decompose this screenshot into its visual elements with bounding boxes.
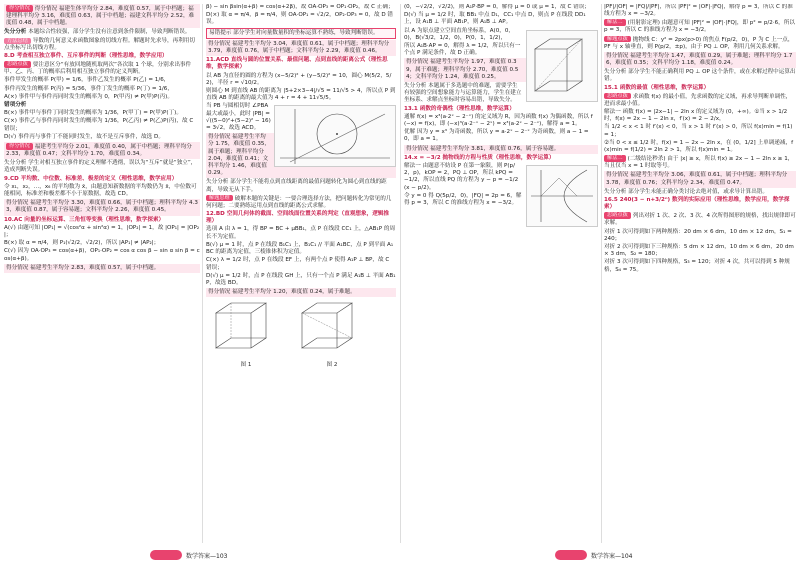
fail-analysis: 失分分析 本题综合性较强，部分学生没有注意到条件限制，导致判断错误。	[4, 29, 191, 36]
score-block-3: 得分情况 福建考生平均分 1.20，难度值 0.24，属于难题。	[206, 288, 396, 297]
method-summary: 方法总结 导数的几何意义求函数图象的切线方程。解题时先求导，再利用切点坐标写出切线方程。	[4, 37, 195, 51]
question-12-text: 选项 A 由 λ = 1，得 BP = BC + μBB₁，点 P 在线段 CC₁ 上，△AB₁P 的周长不为定值。	[206, 226, 396, 240]
question-12-d: D(√) μ = 1/2 时，点 P 在线段 GH 上，只有一个点 P 满足 A₁B ⊥ 平面 AB₁P，故选 BD。	[206, 272, 396, 286]
top-text: β) − sin βsin(α+β) = cos(α+2β)，故 OA·OP₃ = OP₁·OP₂，故 C 正确；	[206, 4, 394, 10]
question-9-text: 令 x₁，x₂，…，x₆ 的平均数为 x̄，由题意知新数据的平均数仍为 x̄，中位数可能相同，标准差和极差都不小于原数据，故选 CD。	[4, 183, 197, 198]
top-text: (0，−√2/2，√2/2)，则 A₁P·BP = 0，解得 μ = 0 或 μ = 1，故 C 错误；	[404, 4, 590, 10]
page-number: 数学答案—104	[591, 552, 633, 560]
column-3	[404, 4, 598, 543]
top-text-3: 以 A 为原点建立空间直角坐标系，A(0，0，0)，B(√3/2，1/2，0)，P(0，1，1/2)，	[404, 27, 515, 41]
question-16-solution-2: 对折 2 次可得到如下三种规格：5 dm × 12 dm，10 dm × 6 dm，20 dm × 3 dm，S₂ = 180；	[604, 244, 794, 258]
circle-line-figure	[274, 105, 396, 167]
score-block-2: 得分情况 福建考生平均分 3.06，难度值 0.61，属于中档题；理科平均分 3.78，难度值 0.76；文科平均分 2.34，难度值 0.47。	[604, 171, 796, 187]
column-divider	[400, 4, 401, 543]
option-b: B(×) 事件甲与事件丁同时发生的概率为 1/36，P(甲丁) = P(甲)P(丁)。	[4, 110, 182, 117]
question-13-heading: 13.1 函数的奇偶性（理性思维，数学运算）	[404, 105, 515, 112]
question-14-text: 解法一 由题意不妨设 P 在第一象限，则 P(p/2，p)，kOP = 2，PQ ⊥ OP，所以 kPQ = −1/2，所以直线 PQ 的方程为 y − p = −1/2(x − p/2)。	[404, 163, 519, 191]
score-block-4: 得分情况 福建考生平均分 2.83，难度值 0.57，属于中档题。	[4, 264, 200, 273]
question-12-c: C(×) λ = 1/2 时，点 P 在线段 EF 上，有两个点 P 使得 A₁P ⊥ BP，故 C 错误；	[206, 257, 390, 271]
top-text-2: D(×) 取 α = π/4，β = π/4，则 OA·OP₁ = √2/2，OP₂·OP₃ = 0，故 D 错误。	[206, 12, 394, 26]
column-1	[4, 4, 200, 543]
footer-left	[150, 548, 227, 562]
alt-solution: 解法二 (用射影定理) 由题意可知 |PF|² = |OF|·|FQ|，即 p² = p/2·6，所以 p = 3，所以 C 的准线方程为 x = −3/2。	[604, 19, 795, 34]
score-block-2: 得分情况 福建考生平均分 3.81，难度值 0.76，属于容易题。	[404, 145, 598, 154]
question-13-text: 通解 f(x) = x³(a·2ˣ − 2⁻ˣ) 的定义域为 R，因为函数 f(x) 为偶函数，所以 f(−x) = f(x)，即 (−x)³(a·2⁻ˣ − 2ˣ) = x³(a·2ˣ − 2⁻ˣ)，解得 a = 1。	[404, 113, 593, 128]
column-4	[604, 4, 796, 543]
question-15-hint: 思路点拨 求函数 f(x) 的最小值，先求函数的定义域，再求导判断单调性，进而求最小值。	[604, 92, 792, 107]
column-divider	[601, 4, 602, 543]
fail-analysis: 失分分析 部分学生不能正确利用 PQ ⊥ OP 这个条件，或在求解过程中运算出错。	[604, 69, 796, 83]
question-12-b: B(√) μ = 1 时，点 P 在线段 B₁C₁ 上，B₁C₁ // 平面 A₁BC，点 P 到平面 A₁BC 的距离为定值，三棱锥体积为定值。	[206, 241, 394, 256]
score-text: 得分情况 福建生体平均分 2.84，难度值 0.57，属于中档题；福建理科平均分 3.16，难度值 0.63，属于中档题；福建文科平均分 2.52，难度值 0.48，属于中档题。	[6, 5, 195, 27]
question-10-text: A(√) 由题可知 |OP₁| = √(cos²α + sin²α) = 1，|OP₂| = 1，故 |OP₁| = |OP₂|；	[4, 224, 200, 239]
prism-figure-1	[206, 298, 286, 358]
question-14-text-2: 令 y = 0 得 Q(5p/2，0)，|FQ| = 2p = 6，解得 p = 3，所以 C 的准线方程为 x = −3/2。	[404, 192, 522, 207]
column-2	[206, 4, 396, 543]
top-text: |PF|/|OF| = |FQ|/|PF|，所以 |PF|² = |OF|·|FQ|，解得 p = 3，所以 C 的准线方程为 x = −3/2。	[604, 4, 793, 18]
question-16-solution: 对折 1 次可得到如下两种规格：20 dm × 6 dm，10 dm × 12 dm，S₁ = 240；	[604, 228, 792, 242]
question-12-heading: 12.BD 空间几何体的截面、空间线面位置关系的判定（直观想象，逻辑推理）	[206, 211, 389, 225]
fail-analysis: 失分分析 部分学生不能将点到直线距离的最值问题转化为圆心到直线的距离，导致无从下手。	[206, 179, 387, 193]
question-15-solution-2: 当 1/2 < x < 1 时 f′(x) < 0，当 x > 1 时 f′(x) > 0，所以 f(x)min = f(1) = 1；	[604, 124, 793, 138]
question-9-heading: 9.CD 平均数、中位数、标准差、极差的定义（理性思维，数学应用）	[4, 175, 178, 182]
column-divider	[202, 4, 203, 543]
question-15-alt: 解法二 (二级结论秒杀) 由于 |x| ≥ x，所以 f(x) ≥ 2x − 1 − 2ln x ≥ 1，当且仅当 x = 1 时取等号。	[604, 155, 794, 170]
top-text-2: D(√) 当 μ = 1/2 时，取 BB₁ 中点 D₁，CC₁ 中点 D，则点 P 在线段 DD₁ 上，设 A₁B ⊥ 平面 AB₁P，则 A₁B ⊥ AP。	[404, 12, 586, 26]
brand-logo	[150, 550, 182, 560]
question-15-solution: 解法一 函数 f(x) = |2x−1| − 2ln x 的定义域为 (0，+∞)。①当 x > 1/2 时，f(x) = 2x − 1 − 2ln x，f′(x) = 2 − 2/x，	[604, 109, 788, 123]
event-a: 事件甲发生的概率 P(甲) = 1/6，事件乙发生的概率 P(乙) = 1/6，	[4, 77, 170, 84]
prism-figures	[206, 298, 396, 368]
score-tag: 得分情况	[6, 5, 33, 12]
fail-analysis: 失分分析 本题属于多选题中的难题，需要学生有较强的空间想象能力与运算能力，学生在建立坐标系、求解点坐标时容易出错，导致失分。	[404, 83, 522, 104]
question-10-b: B(×) 取 α = π/4，则 P₁(√2/2，√2/2)，所以 |AP₁| ≠ |AP₂|；	[4, 240, 160, 247]
prism-figure-2	[292, 298, 372, 358]
event-b: 事件丙发生的概率 P(丙) = 5/36，事件丁发生的概率 P(丁) = 1/6，	[4, 85, 173, 92]
question-13-alt: 优解 因为 y = x³ 为奇函数，所以 y = a·2ˣ − 2⁻ˣ 为奇函数，则 a − 1 = 0，即 a = 1。	[404, 129, 589, 143]
question-11-text-2: 则圆心 M 到直线 AB 的距离为 |5+2×3−4|/√5 = 11/√5 > 4，所以点 P 到直线 AB 的距离的最大值为 4 + r = 4 + 11√5/5。	[206, 88, 396, 102]
event-c: A(×) 事件甲与事件丙同时发生的概率为 0，P(甲丙) ≠ P(甲)P(丙)。	[4, 93, 173, 100]
question-14-heading: 14.x = −3/2 抛物线的方程与性质（理性思维，数学运算）	[404, 154, 555, 161]
score-block-3: 得分情况 福建考生平均分 3.30，难度值 0.66，属于中档题；理科平均分 4.33，难度值 0.87，属于容易题；文科平均分 2.26，难度值 0.45。	[4, 199, 200, 215]
fail-analysis-2: 失分分析 学生对相互独立事件的定义理解不透彻，误以为“互斥”就是“独立”，造成判断失误。	[4, 160, 197, 174]
page-number: 数学答案—103	[186, 552, 228, 560]
footer-right	[555, 548, 632, 562]
thinking: 解题思维 破解本题的关键是：一要合理选择方法，把问题转化为常见的几何问题；二要熟练运用点到直线的距离公式求解。	[206, 194, 392, 209]
question-10-heading: 10.AC 向量的坐标运算、三角恒等变换（理性思维，数学探索）	[4, 216, 165, 223]
question-15-heading: 15.1 函数的最值（理性思维，数学运算）	[604, 84, 710, 91]
option-label: 错项分析	[4, 102, 27, 109]
question-11-text-3: 当 PB 与圆相切时 ∠PBA 最大或最小，此时 |PB| = √((5−0)²+(5−2)² − 16) = 3√2，故选 ACD。	[206, 103, 271, 132]
question-10-c: C(√) 因为 OA·OP₃ = cos(α+β)，OP₁·OP₂ = cos α cos β − sin α sin β = cos(α+β)。	[4, 248, 200, 262]
question-11-heading: 11.ACD 直线与圆的位置关系、最值问题、点到直线的距离公式（理性思维，数学探索）	[206, 57, 388, 71]
figure-1: 图 1	[206, 298, 286, 368]
question-16-heading: 16.5 240(3 − n+3/2ⁿ) 数列的实际应用（理性思维，数学应用，数学探索）	[604, 197, 790, 211]
option-c: C(×) 事件乙与事件丙同时发生的概率为 1/36，P(乙丙) ≠ P(乙)P(丙)，故 C 错误；	[4, 118, 194, 132]
option-d: D(√) 事件丙与事件丁不能同时发生，故不是互斥事件，故选 D。	[4, 133, 164, 140]
question-16-solution-3: 对折 3 次可得到如下四种规格，S₃ = 120；对折 4 次，共可以得到 5 种规格，S₄ = 75。	[604, 259, 790, 273]
score-block: 得分情况 福建考生平均分 1.47，难度值 0.29，属于难题；理科平均分 1.76，难度值 0.35；文科平均分 1.18，难度值 0.24。	[604, 52, 796, 68]
brand-logo	[555, 550, 587, 560]
score-block: 得分情况 福建考生平均分 3.04，难度值 0.61，属于中档题；理科平均分 3.79，难度值 0.76，属于中档题；文科平均分 2.29，难度值 0.46。	[206, 40, 396, 56]
hint: 解题点拨 抛物线 C：y² = 2px(p>0) 的焦点 F(p/2，0)，P 为 C 上一点，PF 与 x 轴垂直，则 P(p/2，±p)，由于 PQ ⊥ OP，利用几何关系求解。	[604, 35, 794, 50]
top-text-4: 所以 A₁B·AP = 0，解得 λ = 1/2，所以只有一个点 P 满足条件，故 D 正确。	[404, 43, 521, 57]
prism-figure-3	[526, 30, 598, 102]
figure-2: 图 2	[292, 298, 372, 368]
fail-analysis-2: 失分分析 部分学生未能正确分类讨论去绝对值，或求导计算出错。	[604, 188, 768, 195]
question-15-solution-3: ②当 0 < x ≤ 1/2 时，f(x) = 1 − 2x − 2ln x，在 (0，1/2] 上单调递减，f(x)min = f(1/2) = 2ln 2 > 1，所以 f(x)min = 1。	[604, 139, 794, 154]
score-block	[4, 4, 200, 28]
tip-box: 易错提示 部分学生对向量数量积的坐标运算不熟练，导致判断错误。	[206, 28, 396, 39]
analysis: 思路点拨 要注意区分“有放回地随机取两次”各次取 1 个球，分别求出事件甲、乙、丙、丁的概率后利用相互独立事件的定义判断。	[4, 61, 192, 76]
question-11-text: 以 AB 为直径的圆的方程为 (x−5/2)² + (y−5/2)² = 10，圆心 M(5/2，5/2)，半径 r = √10/2。	[206, 72, 392, 86]
score-block-2: 得分情况 福建考生平均分 1.75，难度值 0.35，属于难题；理科平均分 2.04，难度值 0.41；文科平均分 1.46，难度值 0.29。	[206, 133, 396, 178]
score-block-2: 得分情况 福建考生平均分 2.01，难度值 0.40，属于中档题；理科平均分 2.33，难度值 0.47；文科平均分 1.70，难度值 0.34。	[4, 142, 200, 159]
parabola-figure	[526, 165, 598, 227]
score-block: 得分情况 福建考生平均分 1.97，难度值 0.39，属于难题；理科平均分 2.70，难度值 0.54；文科平均分 1.24，难度值 0.25。	[404, 58, 598, 82]
question-16-hint: 思路点拨 列出对折 1 次、2 次、3 次、4 次所得图形的规格，找出规律即可求解。	[604, 212, 796, 227]
question-8-heading: 8.D 考查相互独立事件、互斥事件的判断（理性思维，数学应用）	[4, 53, 168, 60]
